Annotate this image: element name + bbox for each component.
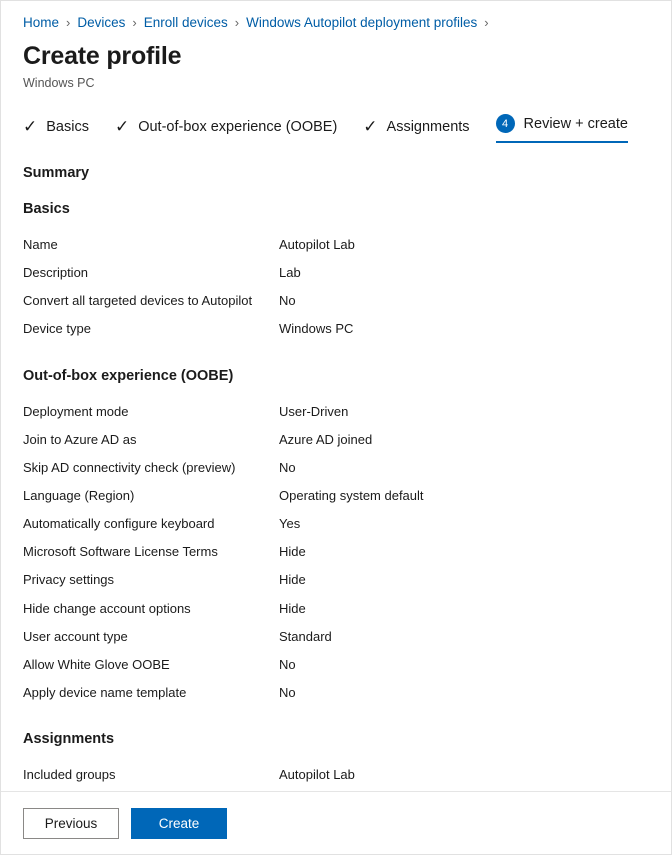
row-label: Allow White Glove OOBE bbox=[23, 656, 170, 672]
summary-heading: Summary bbox=[23, 165, 90, 181]
check-icon: ✓ bbox=[23, 117, 38, 136]
row-value: Operating system default bbox=[279, 487, 424, 503]
table-row bbox=[23, 287, 649, 315]
check-icon: ✓ bbox=[363, 117, 378, 136]
row-label: Description bbox=[23, 265, 89, 281]
row-value: Hide bbox=[279, 572, 306, 588]
table-row bbox=[23, 454, 649, 482]
tab-basics[interactable] bbox=[23, 118, 89, 143]
table-row bbox=[23, 538, 649, 566]
row-value: Hide bbox=[279, 600, 306, 616]
row-value: User-Driven bbox=[279, 403, 349, 419]
page-header bbox=[1, 36, 671, 90]
row-value: No bbox=[279, 459, 296, 475]
table-row bbox=[23, 679, 649, 707]
section-title-assignments: Assignments bbox=[23, 731, 115, 748]
row-label: Join to Azure AD as bbox=[23, 431, 137, 447]
page-subtitle: Windows PC bbox=[23, 76, 95, 90]
tab-oobe-label: Out-of-box experience (OOBE) bbox=[138, 118, 338, 135]
row-label: Hide change account options bbox=[23, 600, 191, 616]
row-label: Device type bbox=[23, 321, 91, 337]
row-value: Windows PC bbox=[279, 321, 354, 337]
section-oobe bbox=[23, 368, 649, 708]
row-value: Autopilot Lab bbox=[279, 767, 355, 783]
tab-oobe[interactable] bbox=[115, 118, 337, 143]
page-title: Create profile bbox=[23, 42, 182, 70]
row-value: Standard bbox=[279, 628, 332, 644]
table-row bbox=[23, 426, 649, 454]
section-title-basics: Basics bbox=[23, 201, 70, 217]
section-basics bbox=[23, 201, 649, 344]
breadcrumb-separator-icon: › bbox=[66, 15, 71, 30]
table-row bbox=[23, 566, 649, 594]
section-title-oobe: Out-of-box experience (OOBE) bbox=[23, 367, 234, 384]
tab-review-create[interactable] bbox=[496, 114, 628, 143]
row-value: Yes bbox=[279, 516, 301, 532]
breadcrumb-item-devices[interactable]: Devices bbox=[77, 15, 126, 30]
row-value: Azure AD joined bbox=[279, 431, 373, 447]
tab-assignments[interactable] bbox=[363, 118, 469, 143]
breadcrumb-separator-icon: › bbox=[132, 15, 137, 30]
row-label: Privacy settings bbox=[23, 572, 115, 588]
table-row bbox=[23, 595, 649, 623]
breadcrumb-separator-icon: › bbox=[484, 15, 489, 30]
row-label: Included groups bbox=[23, 767, 116, 783]
tab-assignments-label: Assignments bbox=[386, 118, 470, 135]
breadcrumb-item-enroll-devices[interactable]: Enroll devices bbox=[143, 15, 228, 30]
step-number-badge: 4 bbox=[496, 114, 515, 133]
row-label: Language (Region) bbox=[23, 487, 135, 503]
tab-basics-label: Basics bbox=[46, 118, 89, 135]
row-value: No bbox=[279, 684, 296, 700]
table-row bbox=[23, 761, 649, 789]
row-label: Apply device name template bbox=[23, 684, 187, 700]
create-button[interactable]: Create bbox=[131, 808, 227, 839]
table-row bbox=[23, 231, 649, 259]
table-row bbox=[23, 623, 649, 651]
row-value: No bbox=[279, 293, 296, 309]
breadcrumb-item-autopilot-profiles[interactable]: Windows Autopilot deployment profiles bbox=[246, 15, 478, 30]
table-row bbox=[23, 482, 649, 510]
table-row bbox=[23, 510, 649, 538]
wizard-steps bbox=[1, 90, 671, 143]
check-icon: ✓ bbox=[114, 117, 130, 136]
row-value: No bbox=[279, 656, 296, 672]
row-label: Deployment mode bbox=[23, 403, 129, 419]
summary-body bbox=[1, 143, 671, 817]
breadcrumb-item-home[interactable]: Home bbox=[23, 15, 60, 30]
row-value: Hide bbox=[279, 544, 306, 560]
table-row bbox=[23, 259, 649, 287]
breadcrumb bbox=[1, 1, 671, 36]
row-label: Automatically configure keyboard bbox=[23, 516, 215, 532]
wizard-footer bbox=[1, 791, 671, 854]
row-label: Microsoft Software License Terms bbox=[23, 544, 218, 560]
row-label: Name bbox=[23, 237, 58, 252]
table-row bbox=[23, 651, 649, 679]
row-value: Lab bbox=[279, 265, 301, 281]
table-row bbox=[23, 315, 649, 343]
row-label: User account type bbox=[23, 628, 128, 644]
breadcrumb-separator-icon: › bbox=[234, 15, 240, 30]
table-row bbox=[23, 398, 649, 426]
row-value: Autopilot Lab bbox=[279, 237, 355, 252]
tab-review-create-label: Review + create bbox=[523, 115, 628, 132]
row-label: Skip AD connectivity check (preview) bbox=[23, 459, 236, 475]
previous-button[interactable]: Previous bbox=[23, 808, 119, 839]
row-label: Convert all targeted devices to Autopilot bbox=[23, 293, 253, 309]
